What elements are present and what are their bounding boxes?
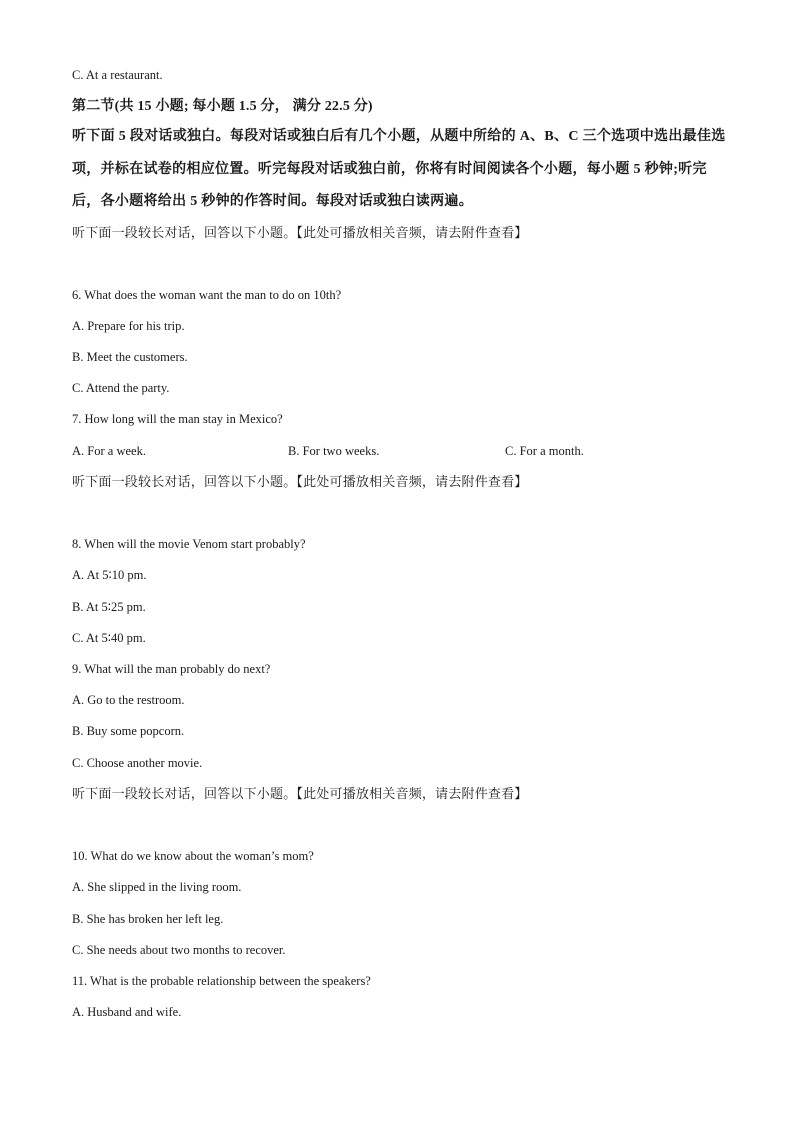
- question-9-option-a: A. Go to the restroom.: [72, 693, 185, 707]
- question-10-stem: 10. What do we know about the woman’s mom?: [72, 849, 314, 863]
- question-6-stem: 6. What does the woman want the man to do on 10th?: [72, 288, 342, 302]
- question-8-option-b: B. At 5∶25 pm.: [72, 600, 146, 614]
- audio-note-3: 听下面一段较长对话，回答以下小题。【此处可播放相关音频，请去附件查看】: [72, 786, 528, 801]
- question-10-option-c: C. She needs about two months to recover.: [72, 943, 286, 957]
- question-7-option-a: A. For a week.: [72, 444, 146, 458]
- section-instructions: 听下面 5 段对话或独白。每段对话或独白后有几个小题，从题中所给的 A、B、C 三个选项中选出最佳选项，并标在试卷的相应位置。听完每段对话或独白前，你将有时间阅读各个小题，每小题 5 秒钟;听完后，各小题将给出 5 秒钟的作答时间。每段对话或独白读两遍。: [72, 129, 726, 209]
- question-10-option-a: A. She slipped in the living room.: [72, 880, 242, 894]
- question-6-option-a: A. Prepare for his trip.: [72, 319, 185, 333]
- question-8-option-a: A. At 5∶10 pm.: [72, 568, 147, 582]
- question-9-stem: 9. What will the man probably do next?: [72, 662, 271, 676]
- audio-note-1: 听下面一段较长对话，回答以下小题。【此处可播放相关音频，请去附件查看】: [72, 225, 528, 240]
- question-8-stem: 8. When will the movie Venom start probably?: [72, 537, 306, 551]
- previous-question-option-c: C. At a restaurant.: [72, 68, 163, 82]
- question-9-option-b: B. Buy some popcorn.: [72, 724, 185, 738]
- question-10-option-b: B. She has broken her left leg.: [72, 912, 224, 926]
- audio-note-2: 听下面一段较长对话，回答以下小题。【此处可播放相关音频，请去附件查看】: [72, 474, 528, 489]
- section-title: 第二节(共 15 小题; 每小题 1.5 分， 满分 22.5 分): [72, 99, 373, 114]
- question-7-stem: 7. How long will the man stay in Mexico?: [72, 412, 283, 426]
- question-11-stem: 11. What is the probable relationship between the speakers?: [72, 974, 371, 988]
- question-6-option-c: C. Attend the party.: [72, 381, 170, 395]
- question-11-option-a: A. Husband and wife.: [72, 1005, 182, 1019]
- question-7-option-c: C. For a month.: [505, 444, 584, 458]
- question-6-option-b: B. Meet the customers.: [72, 350, 188, 364]
- question-9-option-c: C. Choose another movie.: [72, 756, 203, 770]
- question-8-option-c: C. At 5∶40 pm.: [72, 631, 146, 645]
- question-7-option-b: B. For two weeks.: [288, 444, 380, 458]
